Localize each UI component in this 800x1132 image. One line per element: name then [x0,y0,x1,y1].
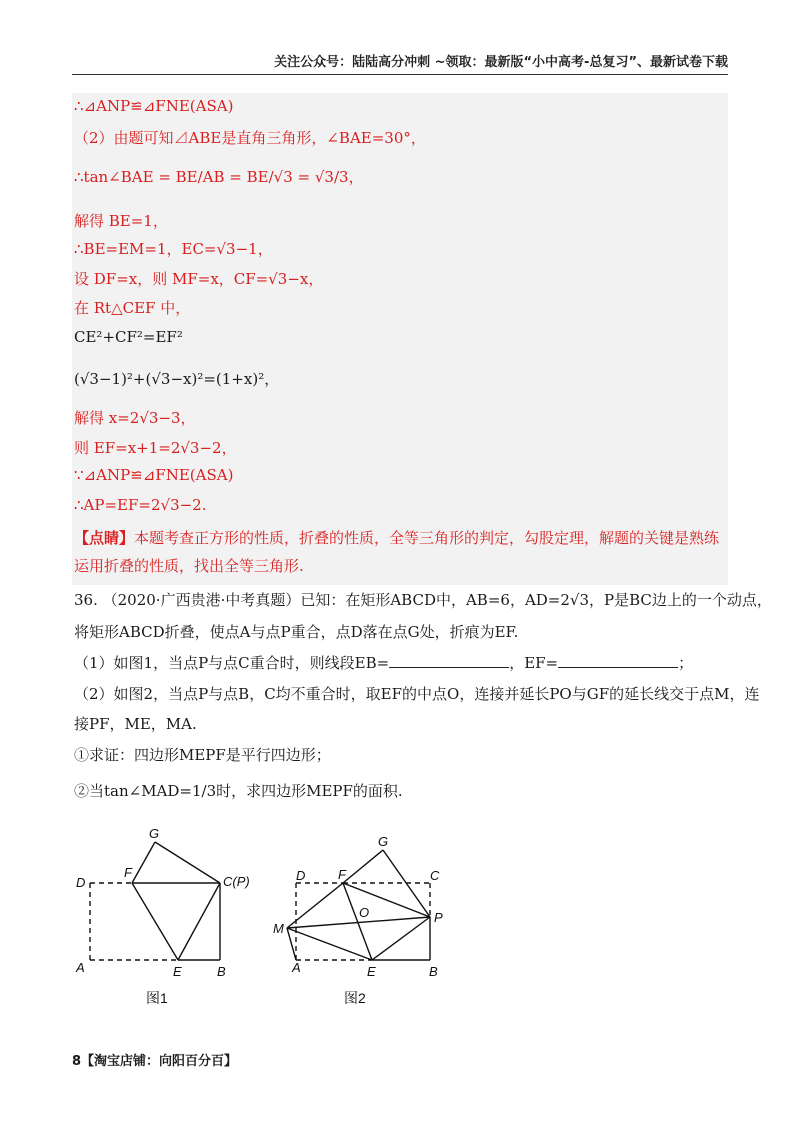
solution-line-9: (√3−1)²+(√3−x)²=(1+x)²， [74,370,280,388]
question-2-line-2: 接PF，ME，MA. [74,715,197,733]
fig1-label-e: E [173,964,182,979]
fig2-segment-fp [343,883,430,917]
solution-line-13: ∴AP=EF=2√3−2. [74,496,207,514]
fig2-label-a: A [292,960,301,975]
fig1-label-f: F [124,865,132,880]
figure-1 [90,842,220,960]
fig2-label-e: E [367,964,376,979]
fig2-segment-ep [372,917,430,960]
fig2-label-f: F [338,867,346,882]
fig2-label-p: P [434,910,443,925]
key-point-note [74,524,726,580]
page-header: 关注公众号：陆陆高分冲刺 ~领取：最新版“小中高考-总复习”、最新试卷下载 [72,52,728,75]
solution-line-10: 解得 x=2√3−3， [74,409,196,427]
question-1 [74,652,693,673]
page-footer: 8【淘宝店铺：向阳百分百】 [72,1054,238,1069]
key-point-tag: 【点睛】 [74,529,135,547]
solution-line-6: 设 DF=x，则 MF=x，CF=√3−x， [74,270,324,288]
fig2-segment-ma [287,928,296,960]
question-1-part-a: （1）如图1，当点P与点C重合时，则线段EB= [74,654,390,672]
solution-line-11: 则 EF=x+1=2√3−2， [74,439,237,457]
solution-line-7: 在 Rt△CEF 中， [74,299,191,317]
fig2-label-g: G [378,834,389,849]
question-2-sub-1: ①求证：四边形MEPF是平行四边形； [74,746,331,764]
solution-line-3: ∴tan∠BAE = BE/AB = BE/√3 = √3/3， [74,168,364,186]
fig2-label-o: O [359,905,370,920]
answer-blank-ef[interactable] [558,653,678,668]
fig1-segment-ec [178,883,220,960]
solution-line-12: ∵⊿ANP≌⊿FNE(ASA) [74,466,234,484]
question-1-part-b: ，EF= [509,654,559,672]
fig2-label-m: M [273,921,284,936]
solution-line-1: ∴⊿ANP≌⊿FNE(ASA) [74,97,234,115]
fig1-segment-fg [132,842,155,883]
fig1-label-b: B [217,964,226,979]
question-1-part-c: ； [678,654,694,672]
solution-line-4: 解得 BE=1， [74,212,168,230]
fig1-label-a: A [76,960,85,975]
answer-blank-eb[interactable] [389,653,509,668]
solution-line-8: CE²+CF²=EF² [74,328,183,346]
geometry-figures [60,820,480,1020]
fig1-crease-ef [132,883,178,960]
fig2-segment-me [287,928,372,960]
problem-stem-1: 36. （2020·广西贵港·中考真题）已知：在矩形ABCD中，AB=6，AD=2√3，P是BC边上的一个动点， [74,591,772,609]
fig2-label-c: C [430,868,440,883]
question-2-sub-2: ②当tan∠MAD=1/3时，求四边形MEPF的面积. [74,782,403,800]
fig2-label-b: B [429,964,438,979]
solution-line-5: ∴BE=EM=1，EC=√3−1， [74,240,273,258]
fig1-caption: 图1 [146,990,168,1006]
question-2-line-1: （2）如图2，当点P与点B，C均不重合时，取EF的中点O，连接并延长PO与GF的延长线交于点M，连 [74,685,760,703]
fig2-label-d: D [296,868,306,883]
fig2-segment-fg [343,850,383,883]
fig2-caption: 图2 [344,990,366,1006]
key-point-text: 本题考查正方形的性质，折叠的性质，全等三角形的判定，勾股定理，解题的关键是熟练运用折叠的性质，找出全等三角形. [74,529,720,575]
fig1-label-g: G [149,826,160,841]
problem-stem-2: 将矩形ABCD折叠，使点A与点P重合，点D落在点G处，折痕为EF. [74,623,519,641]
fig1-label-c: C(P) [223,874,250,889]
fig1-label-d: D [76,875,86,890]
solution-line-2: （2）由题可知⊿ABE是直角三角形，∠BAE=30°， [74,129,426,147]
fig1-segment-gc [155,842,220,883]
